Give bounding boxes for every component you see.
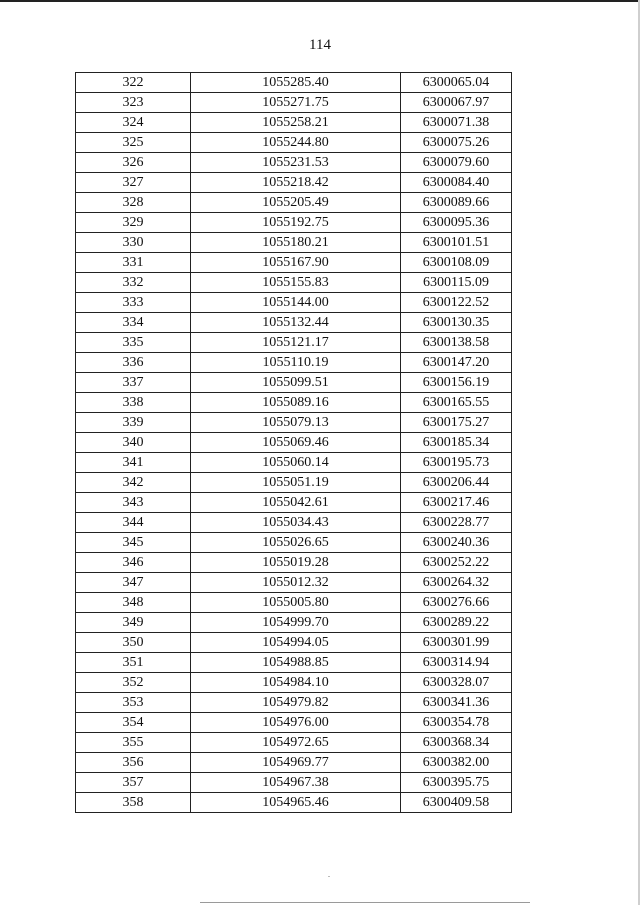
point-number-cell: 324 (76, 113, 191, 133)
y-coordinate-cell: 6300067.97 (401, 93, 512, 113)
x-coordinate-cell: 1055205.49 (191, 193, 401, 213)
x-coordinate-cell: 1055026.65 (191, 533, 401, 553)
point-number-cell: 337 (76, 373, 191, 393)
point-number-cell: 327 (76, 173, 191, 193)
point-number-cell: 335 (76, 333, 191, 353)
table-row (76, 293, 512, 313)
x-coordinate-cell: 1055005.80 (191, 593, 401, 613)
point-number-cell: 349 (76, 613, 191, 633)
table-row (76, 313, 512, 333)
point-number-cell: 347 (76, 573, 191, 593)
x-coordinate-cell: 1055132.44 (191, 313, 401, 333)
x-coordinate-cell: 1055192.75 (191, 213, 401, 233)
table-row (76, 93, 512, 113)
x-coordinate-cell: 1054965.46 (191, 793, 401, 813)
x-coordinate-cell: 1055089.16 (191, 393, 401, 413)
y-coordinate-cell: 6300122.52 (401, 293, 512, 313)
y-coordinate-cell: 6300130.35 (401, 313, 512, 333)
table-row (76, 533, 512, 553)
x-coordinate-cell: 1055042.61 (191, 493, 401, 513)
table-row (76, 473, 512, 493)
x-coordinate-cell: 1055180.21 (191, 233, 401, 253)
x-coordinate-cell: 1055079.13 (191, 413, 401, 433)
y-coordinate-cell: 6300395.75 (401, 773, 512, 793)
point-number-cell: 343 (76, 493, 191, 513)
table-row (76, 233, 512, 253)
point-number-cell: 326 (76, 153, 191, 173)
x-coordinate-cell: 1055012.32 (191, 573, 401, 593)
y-coordinate-cell: 6300264.32 (401, 573, 512, 593)
table-row (76, 133, 512, 153)
point-number-cell: 358 (76, 793, 191, 813)
x-coordinate-cell: 1055121.17 (191, 333, 401, 353)
x-coordinate-cell: 1055258.21 (191, 113, 401, 133)
x-coordinate-cell: 1055155.83 (191, 273, 401, 293)
point-number-cell: 323 (76, 93, 191, 113)
table-row (76, 213, 512, 233)
x-coordinate-cell: 1054967.38 (191, 773, 401, 793)
point-number-cell: 357 (76, 773, 191, 793)
table-row (76, 433, 512, 453)
y-coordinate-cell: 6300252.22 (401, 553, 512, 573)
table-row (76, 753, 512, 773)
x-coordinate-cell: 1054969.77 (191, 753, 401, 773)
table-row (76, 493, 512, 513)
x-coordinate-cell: 1054984.10 (191, 673, 401, 693)
table-row (76, 633, 512, 653)
table-row (76, 373, 512, 393)
table-row (76, 333, 512, 353)
x-coordinate-cell: 1055099.51 (191, 373, 401, 393)
point-number-cell: 329 (76, 213, 191, 233)
point-number-cell: 328 (76, 193, 191, 213)
point-number-cell: 333 (76, 293, 191, 313)
y-coordinate-cell: 6300147.20 (401, 353, 512, 373)
table-row (76, 353, 512, 373)
table-row (76, 653, 512, 673)
y-coordinate-cell: 6300289.22 (401, 613, 512, 633)
page-number: 114 (309, 37, 331, 53)
y-coordinate-cell: 6300217.46 (401, 493, 512, 513)
table-row (76, 393, 512, 413)
table-row (76, 553, 512, 573)
y-coordinate-cell: 6300185.34 (401, 433, 512, 453)
x-coordinate-cell: 1054976.00 (191, 713, 401, 733)
table-row (76, 73, 512, 93)
x-coordinate-cell: 1055034.43 (191, 513, 401, 533)
x-coordinate-cell: 1055060.14 (191, 453, 401, 473)
x-coordinate-cell: 1055019.28 (191, 553, 401, 573)
y-coordinate-cell: 6300108.09 (401, 253, 512, 273)
y-coordinate-cell: 6300079.60 (401, 153, 512, 173)
x-coordinate-cell: 1055144.00 (191, 293, 401, 313)
x-coordinate-cell: 1055167.90 (191, 253, 401, 273)
y-coordinate-cell: 6300084.40 (401, 173, 512, 193)
table-row (76, 113, 512, 133)
y-coordinate-cell: 6300354.78 (401, 713, 512, 733)
y-coordinate-cell: 6300314.94 (401, 653, 512, 673)
point-number-cell: 338 (76, 393, 191, 413)
x-coordinate-cell: 1054988.85 (191, 653, 401, 673)
table-row (76, 593, 512, 613)
point-number-cell: 334 (76, 313, 191, 333)
point-number-cell: 352 (76, 673, 191, 693)
y-coordinate-cell: 6300065.04 (401, 73, 512, 93)
x-coordinate-cell: 1054999.70 (191, 613, 401, 633)
y-coordinate-cell: 6300165.55 (401, 393, 512, 413)
y-coordinate-cell: 6300301.99 (401, 633, 512, 653)
x-coordinate-cell: 1055110.19 (191, 353, 401, 373)
table-row (76, 153, 512, 173)
table-row (76, 453, 512, 473)
y-coordinate-cell: 6300075.26 (401, 133, 512, 153)
coordinates-table-body (76, 73, 512, 813)
table-row (76, 193, 512, 213)
coordinates-table (75, 72, 512, 813)
scan-speck (328, 876, 330, 877)
y-coordinate-cell: 6300089.66 (401, 193, 512, 213)
point-number-cell: 342 (76, 473, 191, 493)
x-coordinate-cell: 1054979.82 (191, 693, 401, 713)
point-number-cell: 336 (76, 353, 191, 373)
y-coordinate-cell: 6300368.34 (401, 733, 512, 753)
point-number-cell: 322 (76, 73, 191, 93)
point-number-cell: 354 (76, 713, 191, 733)
x-coordinate-cell: 1054994.05 (191, 633, 401, 653)
scan-edge-bottom (200, 902, 530, 903)
y-coordinate-cell: 6300206.44 (401, 473, 512, 493)
point-number-cell: 325 (76, 133, 191, 153)
y-coordinate-cell: 6300095.36 (401, 213, 512, 233)
y-coordinate-cell: 6300101.51 (401, 233, 512, 253)
table-row (76, 713, 512, 733)
x-coordinate-cell: 1055285.40 (191, 73, 401, 93)
y-coordinate-cell: 6300195.73 (401, 453, 512, 473)
x-coordinate-cell: 1055051.19 (191, 473, 401, 493)
y-coordinate-cell: 6300071.38 (401, 113, 512, 133)
y-coordinate-cell: 6300341.36 (401, 693, 512, 713)
point-number-cell: 350 (76, 633, 191, 653)
point-number-cell: 356 (76, 753, 191, 773)
scan-edge-top (0, 0, 640, 2)
point-number-cell: 345 (76, 533, 191, 553)
point-number-cell: 331 (76, 253, 191, 273)
table-row (76, 673, 512, 693)
y-coordinate-cell: 6300228.77 (401, 513, 512, 533)
table-row (76, 693, 512, 713)
y-coordinate-cell: 6300115.09 (401, 273, 512, 293)
y-coordinate-cell: 6300138.58 (401, 333, 512, 353)
table-row (76, 573, 512, 593)
point-number-cell: 346 (76, 553, 191, 573)
point-number-cell: 351 (76, 653, 191, 673)
y-coordinate-cell: 6300175.27 (401, 413, 512, 433)
table-row (76, 613, 512, 633)
table-row (76, 253, 512, 273)
point-number-cell: 332 (76, 273, 191, 293)
table-row (76, 793, 512, 813)
x-coordinate-cell: 1055244.80 (191, 133, 401, 153)
x-coordinate-cell: 1055231.53 (191, 153, 401, 173)
y-coordinate-cell: 6300276.66 (401, 593, 512, 613)
point-number-cell: 341 (76, 453, 191, 473)
table-row (76, 273, 512, 293)
x-coordinate-cell: 1055069.46 (191, 433, 401, 453)
x-coordinate-cell: 1055218.42 (191, 173, 401, 193)
table-row (76, 173, 512, 193)
point-number-cell: 348 (76, 593, 191, 613)
point-number-cell: 353 (76, 693, 191, 713)
table-row (76, 413, 512, 433)
table-row (76, 513, 512, 533)
point-number-cell: 340 (76, 433, 191, 453)
x-coordinate-cell: 1054972.65 (191, 733, 401, 753)
y-coordinate-cell: 6300240.36 (401, 533, 512, 553)
y-coordinate-cell: 6300409.58 (401, 793, 512, 813)
y-coordinate-cell: 6300156.19 (401, 373, 512, 393)
y-coordinate-cell: 6300328.07 (401, 673, 512, 693)
point-number-cell: 344 (76, 513, 191, 533)
point-number-cell: 339 (76, 413, 191, 433)
x-coordinate-cell: 1055271.75 (191, 93, 401, 113)
point-number-cell: 330 (76, 233, 191, 253)
y-coordinate-cell: 6300382.00 (401, 753, 512, 773)
table-row (76, 773, 512, 793)
table-row (76, 733, 512, 753)
point-number-cell: 355 (76, 733, 191, 753)
